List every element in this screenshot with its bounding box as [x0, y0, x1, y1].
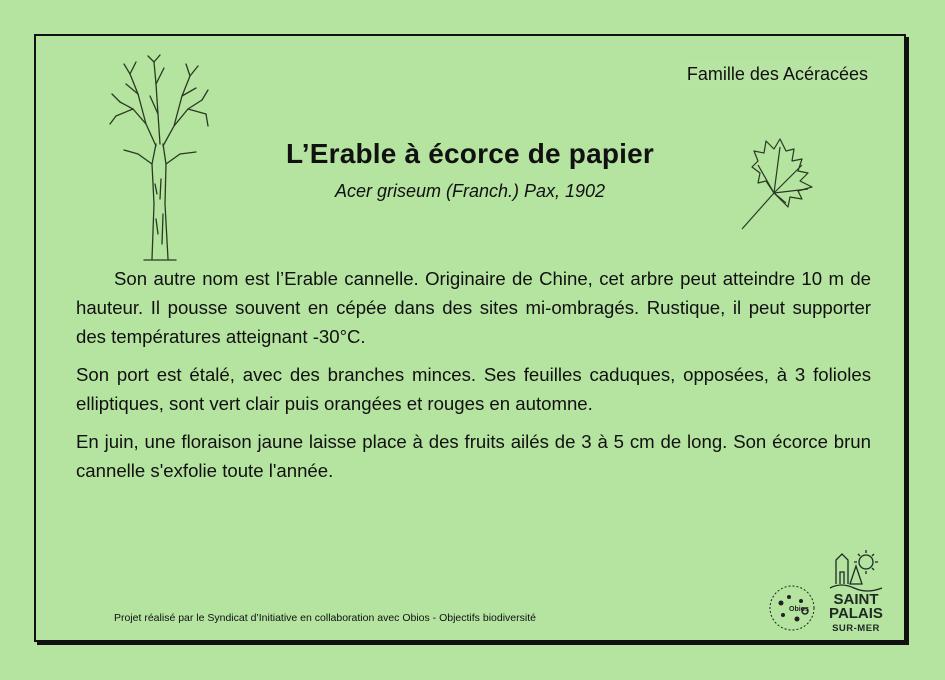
saint-palais-line2: PALAIS [829, 605, 883, 622]
credit-text: Projet réalisé par le Syndicat d’Initiative en collaboration avec Obios - Objectifs biodiversité [114, 612, 536, 624]
description [76, 264, 871, 494]
info-panel [34, 34, 906, 642]
saint-palais-emblem-icon [826, 544, 886, 592]
saint-palais-line3: SUR-MER [832, 623, 880, 634]
leaf-illustration-icon [736, 135, 822, 231]
family-label: Famille des Acéracées [681, 61, 874, 88]
page-title: L’Erable à écorce de papier [285, 138, 655, 169]
obios-logo-icon [767, 583, 817, 633]
paragraph-habit: Son port est étalé, avec des branches minces. Ses feuilles caduques, opposées, à 3 folioles elliptiques, sont vert clair puis orangées et rouges en automne. [76, 364, 871, 414]
paragraph-flowering: En juin, une floraison jaune laisse place à des fruits ailés de 3 à 5 cm de long. Son écorce brun cannelle s'exfolie toute l'année. [76, 431, 871, 481]
obios-label: Obios [789, 606, 809, 613]
scientific-name: Acer griseum (Franch.) Pax, 1902 [334, 181, 606, 201]
saint-palais-line1: SAINT [833, 591, 879, 608]
paragraph-origin: Son autre nom est l’Erable cannelle. Originaire de Chine, cet arbre peut atteindre 10 m de hauteur. Il pousse souvent en cépée dans des sites mi-ombragés. Rustique, il peut supporter des températures atteignant -30°C. [76, 268, 871, 347]
saint-palais-logo [826, 544, 886, 639]
